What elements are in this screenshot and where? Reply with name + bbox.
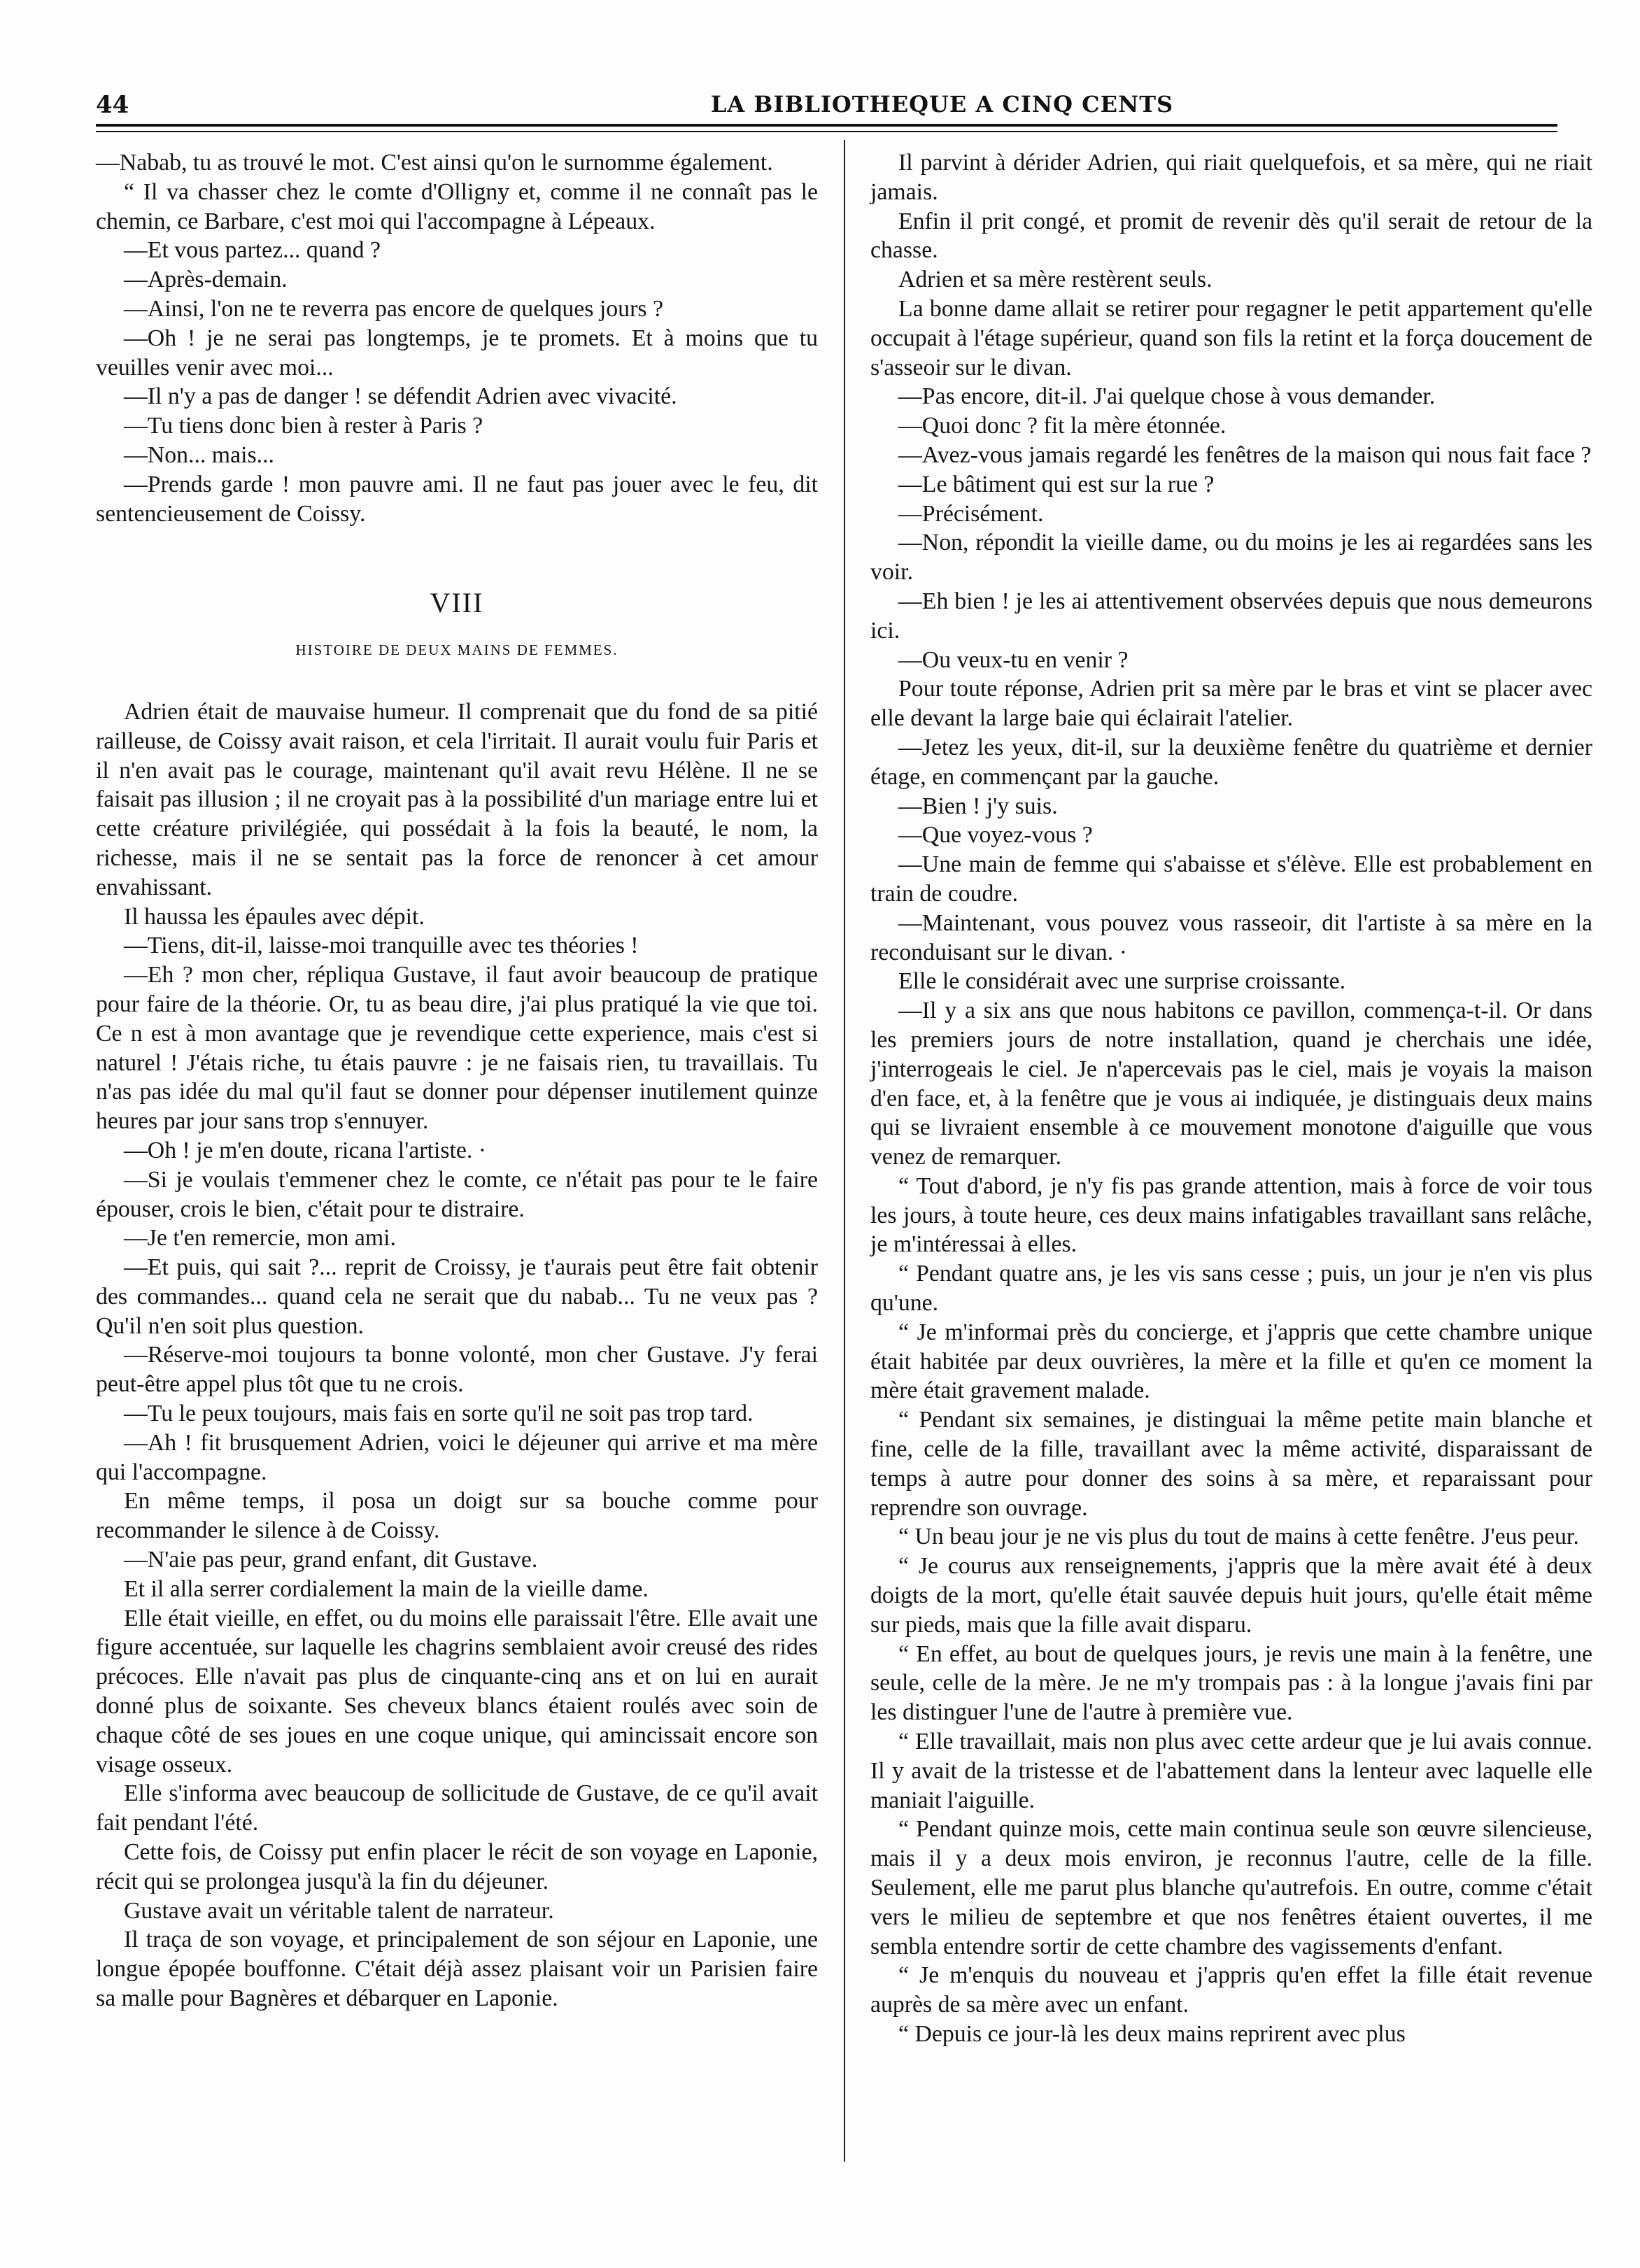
paragraph: —Eh bien ! je les ai attentivement observées depuis que nous demeurons ici. [870, 588, 1592, 644]
paragraph: —Et puis, qui sait ?... reprit de Croissy, je t'aurais peut être fait obtenir des commandes... quand cela ne serait que du nabab... Tu ne veux pas ? Qu'il n'en soit plus question. [96, 1254, 818, 1339]
paragraph: —Quoi donc ? fit la mère étonnée. [898, 413, 1227, 439]
left-column [96, 148, 818, 2013]
paragraph: —Que voyez-vous ? [898, 822, 1093, 849]
paragraph: Gustave avait un véritable talent de narrateur. [124, 1897, 554, 1924]
page-header [96, 84, 1557, 126]
paragraph: “ Je courus aux renseignements, j'appris que la mère avait été à deux doigts de la mort, qu'elle était sauvée depuis huit jours, qu'elle était même sur pieds, mais que la fille avait disparu. [870, 1553, 1592, 1638]
paragraph: —Oh ! je ne serai pas longtemps, je te promets. Et à moins que tu veuilles venir avec moi... [96, 325, 818, 381]
paragraph: Elle était vieille, en effet, ou du moins elle paraissait l'être. Elle avait une figure accentuée, sur laquelle les chagrins semblaient avoir creusé des rides précoces. Elle n'avait pas plus de cinquante-cinq ans et on lui en aurait donné plus de soixante. Ses cheveux blancs étaient roulés avec soin de chaque côté de ses joues en une coque unique, qui amincissait encore son visage osseux. [96, 1605, 818, 1778]
chapter-title: HISTOIRE DE DEUX MAINS DE FEMMES. [295, 642, 618, 659]
paragraph: Enfin il prit congé, et promit de revenir dès qu'il serait de retour de la chasse. [870, 208, 1592, 264]
paragraph: Il haussa les épaules avec dépit. [124, 903, 425, 930]
paragraph: —Après-demain. [124, 267, 288, 293]
paragraph: Elle s'informa avec beaucoup de sollicitude de Gustave, de ce qu'il avait fait pendant l'été. [96, 1780, 818, 1836]
paragraph: —Tu tiens donc bien à rester à Paris ? [124, 413, 483, 439]
paragraph: —Réserve-moi toujours ta bonne volonté, mon cher Gustave. J'y ferai peut-être appel plus tôt que tu ne crois. [96, 1342, 818, 1398]
paragraph: —Avez-vous jamais regardé les fenêtres de la maison qui nous fait face ? [898, 441, 1592, 468]
paragraph: —Précisément. [898, 500, 1044, 527]
paragraph: —Bien ! j'y suis. [898, 793, 1058, 819]
paragraph: “ En effet, au bout de quelques jours, je revis une main à la fenêtre, une seule, celle de la mère. Je ne m'y trompais pas : à la longue j'avais fini par les distinguer l'une de l'autre à première vue. [870, 1640, 1592, 1726]
paragraph: —Oh ! je m'en doute, ricana l'artiste. · [124, 1137, 487, 1163]
paragraph: Adrien était de mauvaise humeur. Il comprenait que du fond de sa pitié railleuse, de Coissy avait raison, et cela l'irritait. Il aurait voulu fuir Paris et il n'en avait pas le courage, maintenant qu'il avait revu Hélène. Il ne se faisait pas illusion ; il ne croyait pas à la possibilité d'un mariage entre lui et cette créature privilégiée, qui possédait à la fois la beauté, le nom, la richesse, mais il ne se sentait pas la force de renoncer à cet amour envahissant. [96, 698, 818, 900]
paragraph: “ Elle travaillait, mais non plus avec cette ardeur que je lui avais connue. Il y avait de la tristesse et de l'abattement dans la lenteur avec laquelle elle maniait l'aiguille. [870, 1729, 1592, 1813]
paragraph: —Ou veux-tu en venir ? [898, 646, 1129, 673]
paragraph: —Il y a six ans que nous habitons ce pavillon, commença-t-il. Or dans les premiers jours de notre installation, quand je cherchais une idée, j'interrogeais le ciel. Je n'apercevais pas le ciel, mais je voyais la maison d'en face, et, à la fenêtre que je vous ai indiquée, je distinguais deux mains qui se livraient ensemble à ce mouvement monotone d'aiguille que vous venez de remarquer. [870, 998, 1592, 1170]
chapter-number: VIII [430, 587, 484, 619]
paragraph: En même temps, il posa un doigt sur sa bouche comme pour recommander le silence à de Coissy. [96, 1488, 818, 1544]
paragraph: —Tiens, dit-il, laisse-moi tranquille avec tes théories ! [124, 933, 639, 959]
right-column [870, 148, 1592, 2049]
paragraph: Adrien et sa mère restèrent seuls. [898, 267, 1213, 293]
paragraph: Il traça de son voyage, et principalement de son séjour en Laponie, une longue épopée bouffonne. C'était déjà assez plaisant voir un Parisien faire sa malle pour Bagnères et débarquer en Laponie. [96, 1927, 818, 2012]
paragraph: “ Pendant quinze mois, cette main continua seule son œuvre silencieuse, mais il y a deux mois environ, je reconnus l'autre, celle de la fille. Seulement, elle me parut plus blanche qu'autrefois. En outre, comme c'était vers le milieu de septembre et que nos fenêtres étaient ouvertes, il me sembla entendre sortir de cette chambre des vagissements d'enfant. [870, 1816, 1592, 1959]
paragraph: —N'aie pas peur, grand enfant, dit Gustave. [124, 1547, 538, 1573]
paragraph: —Tu le peux toujours, mais fais en sorte qu'il ne soit pas trop tard. [124, 1401, 754, 1427]
paragraph: “ Tout d'abord, je n'y fis pas grande attention, mais à force de voir tous les jours, à toute heure, ces deux mains infatigables travaillant sans relâche, je m'intéressai à elles. [870, 1172, 1592, 1258]
paragraph: Il parvint à dérider Adrien, qui riait quelquefois, et sa mère, qui ne riait jamais. [870, 150, 1592, 205]
paragraph: —Prends garde ! mon pauvre ami. Il ne faut pas jouer avec le feu, dit sentencieusement de Coissy. [96, 471, 818, 527]
paragraph: —Ah ! fit brusquement Adrien, voici le déjeuner qui arrive et ma mère qui l'accompagne. [96, 1429, 818, 1485]
paragraph: “ Pendant six semaines, je distinguai la même petite main blanche et fine, celle de la fille, travaillant avec la même activité, disparaissant de temps à autre pour donner des soins à sa mère, et reparaissant pour reprendre son ouvrage. [870, 1407, 1592, 1521]
paragraph: —Le bâtiment qui est sur la rue ? [898, 471, 1215, 497]
paragraph: “ Un beau jour je ne vis plus du tout de mains à cette fenêtre. J'eus peur. [898, 1524, 1579, 1550]
paragraph: —Si je voulais t'emmener chez le comte, ce n'était pas pour te le faire épouser, crois le bien, c'était pour te distraire. [96, 1166, 818, 1222]
paragraph: —Maintenant, vous pouvez vous rasseoir, dit l'artiste à sa mère en la reconduisant sur le divan. · [870, 909, 1592, 965]
paragraph: “ Depuis ce jour-là les deux mains reprirent avec plus [898, 2021, 1406, 2047]
paragraph: “ Je m'informai près du concierge, et j'appris que cette chambre unique était habitée par deux ouvrières, la mère et la fille et qu'en ce moment la mère était gravement malade. [870, 1319, 1592, 1404]
paragraph: “ Pendant quatre ans, je les vis sans cesse ; puis, un jour je n'en vis plus qu'une. [870, 1261, 1592, 1317]
paragraph: La bonne dame allait se retirer pour regagner le petit appartement qu'elle occupait à l'étage supérieur, quand son fils la retint et la força doucement de s'asseoir sur le divan. [870, 295, 1592, 381]
paragraph: —Nabab, tu as trouvé le mot. C'est ainsi qu'on le surnomme également. [96, 150, 773, 176]
paragraph: —Ainsi, l'on ne te reverra pas encore de quelques jours ? [124, 295, 663, 322]
paragraph: —Et vous partez... quand ? [124, 237, 381, 264]
paragraph: “ Il va chasser chez le comte d'Olligny et, comme il ne connaît pas le chemin, ce Barbare, c'est moi qui l'accompagne à Lépeaux. [96, 178, 818, 234]
paragraph: Cette fois, de Coissy put enfin placer le récit de son voyage en Laponie, récit qui se prolongea jusqu'à la fin du déjeuner. [96, 1839, 818, 1894]
paragraph: —Une main de femme qui s'abaisse et s'élève. Elle est probablement en train de coudre. [870, 851, 1592, 907]
paragraph: “ Je m'enquis du nouveau et j'appris qu'en effet la fille était revenue auprès de sa mère avec un enfant. [870, 1962, 1592, 2018]
paragraph: —Jetez les yeux, dit-il, sur la deuxième fenêtre du quatrième et dernier étage, en commençant par la gauche. [870, 734, 1592, 790]
paragraph: —Non... mais... [124, 441, 274, 468]
paragraph: Elle le considérait avec une surprise croissante. [898, 968, 1346, 995]
paragraph: —Eh ? mon cher, répliqua Gustave, il faut avoir beaucoup de pratique pour faire de la théorie. Or, tu as beau dire, j'ai plus pratiqué la vie que toi. Ce n est à mon avantage que je revendique cette experience, mais c'est si naturel ! J'étais riche, tu étais pauvre : je ne faisais rien, tu travaillais. Tu n'as pas idée du mal qu'il faut se donner pour dépenser inutilement quinze heures par jour sans trop s'ennuyer. [96, 962, 818, 1135]
paragraph: Et il alla serrer cordialement la main de la vieille dame. [124, 1575, 649, 1602]
paragraph: —Pas encore, dit-il. J'ai quelque chose à vous demander. [898, 383, 1436, 410]
paragraph: —Il n'y a pas de danger ! se défendit Adrien avec vivacité. [124, 383, 677, 410]
page-number: 44 [96, 91, 129, 119]
paragraph: Pour toute réponse, Adrien prit sa mère par le bras et vint se placer avec elle devant la large baie qui éclairait l'atelier. [870, 676, 1592, 732]
running-title: LA BIBLIOTHEQUE A CINQ CENTS [710, 91, 1174, 118]
paragraph: —Je t'en remercie, mon ami. [124, 1225, 396, 1252]
column-divider [844, 140, 845, 2162]
paragraph: —Non, répondit la vieille dame, ou du moins je les ai regardées sans les voir. [870, 530, 1592, 586]
header-rule-thick [96, 124, 1557, 127]
header-rule-thin [96, 131, 1557, 132]
